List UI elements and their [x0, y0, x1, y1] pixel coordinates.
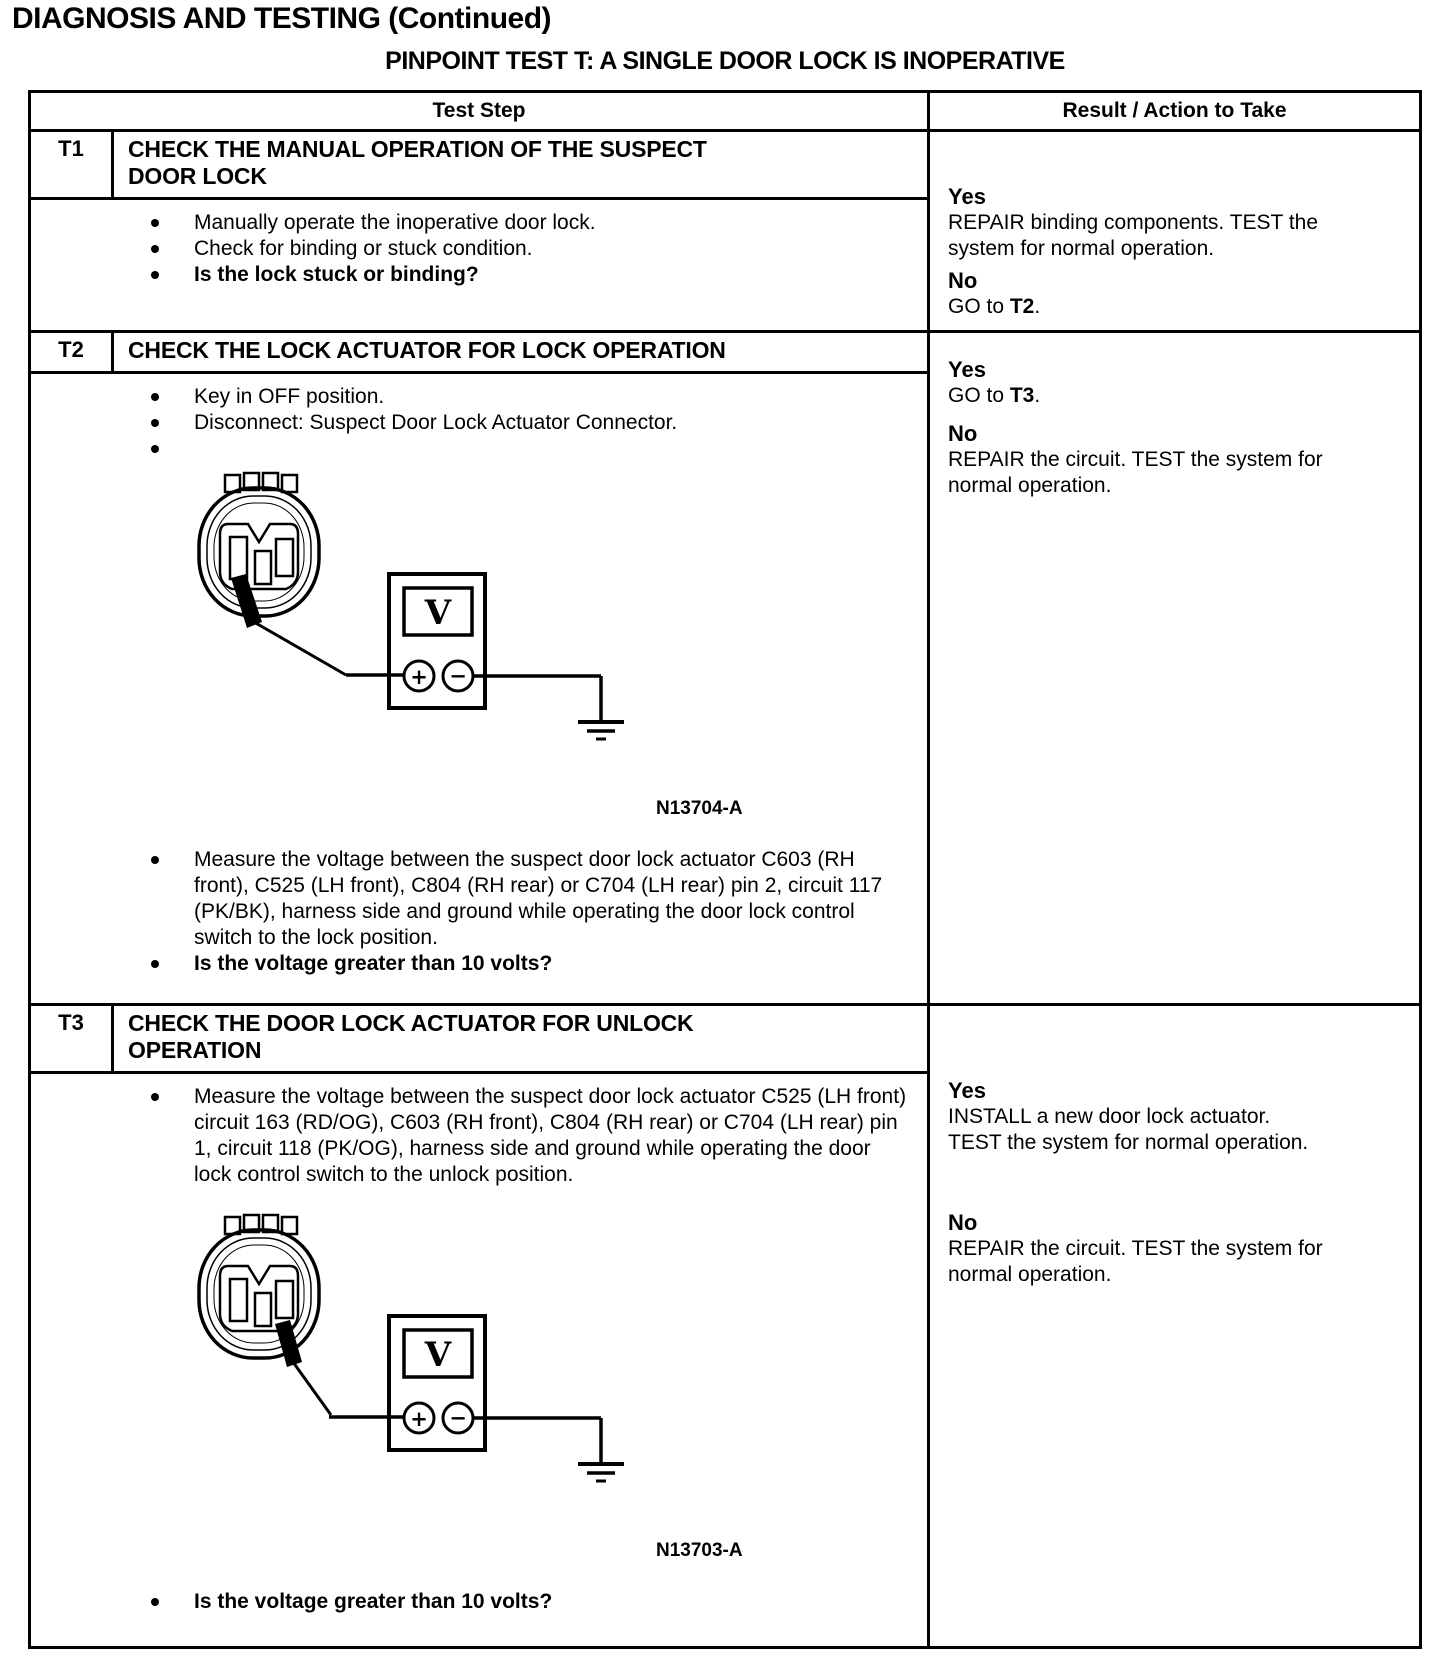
result-no-block: [948, 268, 1405, 320]
bullet-item: Disconnect: Suspect Door Lock Actuator Connector.: [150, 410, 907, 436]
result-yes-block: [948, 184, 1405, 262]
result-no-text: [948, 294, 1378, 320]
bullet-item-question: Is the lock stuck or binding?: [150, 262, 907, 288]
plus-sign: +: [410, 1407, 428, 1431]
goto-step-ref: T3: [1009, 384, 1035, 407]
test-step-cell-t1: [31, 132, 930, 330]
step-bullets-t3-top: [150, 1084, 907, 1188]
step-title-t2: CHECK THE LOCK ACTUATOR FOR LOCK OPERATION: [128, 337, 726, 363]
figure-label: N13703-A: [656, 1540, 743, 1561]
result-yes-text-line1: INSTALL a new door lock actuator.: [948, 1105, 1271, 1128]
pin-center: [255, 551, 271, 584]
step-id-t1: T1: [31, 132, 114, 197]
goto-suffix: .: [1034, 295, 1041, 318]
result-cell-t3: [930, 1006, 1419, 1646]
step-header-t1: [31, 132, 927, 200]
result-no-block: [948, 1210, 1405, 1288]
voltmeter-icon: [389, 574, 485, 708]
pinpoint-test-table: [28, 90, 1422, 1649]
table-row: [31, 132, 1419, 330]
result-no-label: No: [948, 1210, 978, 1235]
connector-icon: [199, 1215, 319, 1358]
bullet-item: Measure the voltage between the suspect door lock actuator C525 (LH front) circuit 163 (RD/OG), C603 (RH front), C804 (RH rear) or C704 (LH rear) pin 1, circuit 118 (PK/OG), harness side and ground while operating the door lock control switch to the unlock position.: [150, 1084, 907, 1188]
pinpoint-test-subtitle: PINPOINT TEST T: A SINGLE DOOR LOCK IS INOPERATIVE: [385, 47, 1065, 75]
step-id-t3: T3: [31, 1006, 114, 1071]
table-header-row: [31, 93, 1419, 132]
goto-step-ref: T2: [1009, 295, 1035, 318]
column-header-test-step: Test Step: [31, 93, 930, 129]
test-connection-figure-t3: [171, 1204, 927, 1579]
result-yes-text-line2: TEST the system for normal operation.: [948, 1131, 1309, 1154]
result-no-text: REPAIR the circuit. TEST the system for normal operation.: [948, 448, 1323, 497]
bullet-item-question: Is the voltage greater than 10 volts?: [150, 951, 907, 977]
ground-icon: [578, 1418, 624, 1481]
plus-sign: +: [410, 665, 428, 689]
voltage-test-diagram: [171, 462, 651, 762]
step-bullets-t2-bottom: [150, 847, 907, 977]
pin-1: [276, 1281, 293, 1318]
column-header-result-action: Result / Action to Take: [1062, 99, 1287, 122]
step-bullets-t2-top: [150, 384, 907, 436]
meter-v-label: V: [424, 1335, 452, 1375]
result-no-label: No: [948, 268, 978, 293]
result-no-label: No: [948, 421, 978, 446]
result-cell-t2: [930, 333, 1419, 1003]
step-header-t3: [31, 1006, 927, 1074]
figure-label: N13704-A: [656, 798, 743, 819]
bullet-item-question: Is the voltage greater than 10 volts?: [150, 1589, 907, 1615]
step-bullets-t1: [150, 210, 907, 288]
result-no-block: [948, 421, 1405, 499]
test-step-cell-t2: [31, 333, 930, 1003]
test-probe-icon: [275, 1320, 302, 1367]
minus-sign: −: [449, 1406, 467, 1430]
voltmeter-icon: [389, 1316, 485, 1450]
table-row: [31, 1003, 1419, 1646]
step-id-t2: T2: [31, 333, 114, 371]
step-header-t2: [31, 333, 927, 374]
page-title: DIAGNOSIS AND TESTING (Continued): [12, 2, 552, 35]
step-bullets-t3-bottom: [150, 1589, 907, 1615]
result-yes-block: [948, 357, 1405, 409]
goto-prefix: GO to: [948, 295, 1010, 318]
result-yes-label: Yes: [948, 184, 986, 209]
table-row: [31, 330, 1419, 1003]
result-yes-label: Yes: [948, 357, 986, 382]
result-yes-block: [948, 1078, 1405, 1156]
pin-2: [276, 539, 293, 576]
bullet-item: Key in OFF position.: [150, 384, 907, 410]
goto-suffix: .: [1034, 384, 1041, 407]
probe-lead-wire: [293, 1362, 331, 1415]
step-title-t1: CHECK THE MANUAL OPERATION OF THE SUSPECT DOOR LOCK: [128, 136, 707, 189]
probe-lead-wire: [254, 622, 346, 675]
test-connection-figure-t2: [171, 462, 927, 837]
bullet-item: Check for binding or stuck condition.: [150, 236, 907, 262]
bullet-item: Measure the voltage between the suspect door lock actuator C603 (RH front), C525 (LH front), C804 (RH rear) or C704 (LH rear) pin 2, circuit 117 (PK/BK), harness side and ground while operating the door lock control switch to the lock position.: [150, 847, 907, 951]
minus-sign: −: [449, 664, 467, 688]
goto-prefix: GO to: [948, 384, 1010, 407]
step-title-t3: CHECK THE DOOR LOCK ACTUATOR FOR UNLOCK OPERATION: [128, 1010, 694, 1063]
pin-center: [255, 1293, 271, 1326]
result-cell-t1: [930, 132, 1419, 330]
voltage-test-diagram: [171, 1204, 651, 1504]
result-yes-text: [948, 383, 1378, 409]
pin-1: [230, 537, 247, 579]
ground-icon: [578, 676, 624, 739]
connector-icon: [199, 473, 319, 616]
pin-2: [230, 1279, 247, 1321]
test-step-cell-t3: [31, 1006, 930, 1646]
meter-v-label: V: [424, 593, 452, 633]
result-no-text: REPAIR the circuit. TEST the system for normal operation.: [948, 1237, 1323, 1286]
result-yes-text: REPAIR binding components. TEST the system for normal operation.: [948, 211, 1319, 260]
result-yes-label: Yes: [948, 1078, 986, 1103]
bullet-item: Manually operate the inoperative door lock.: [150, 210, 907, 236]
